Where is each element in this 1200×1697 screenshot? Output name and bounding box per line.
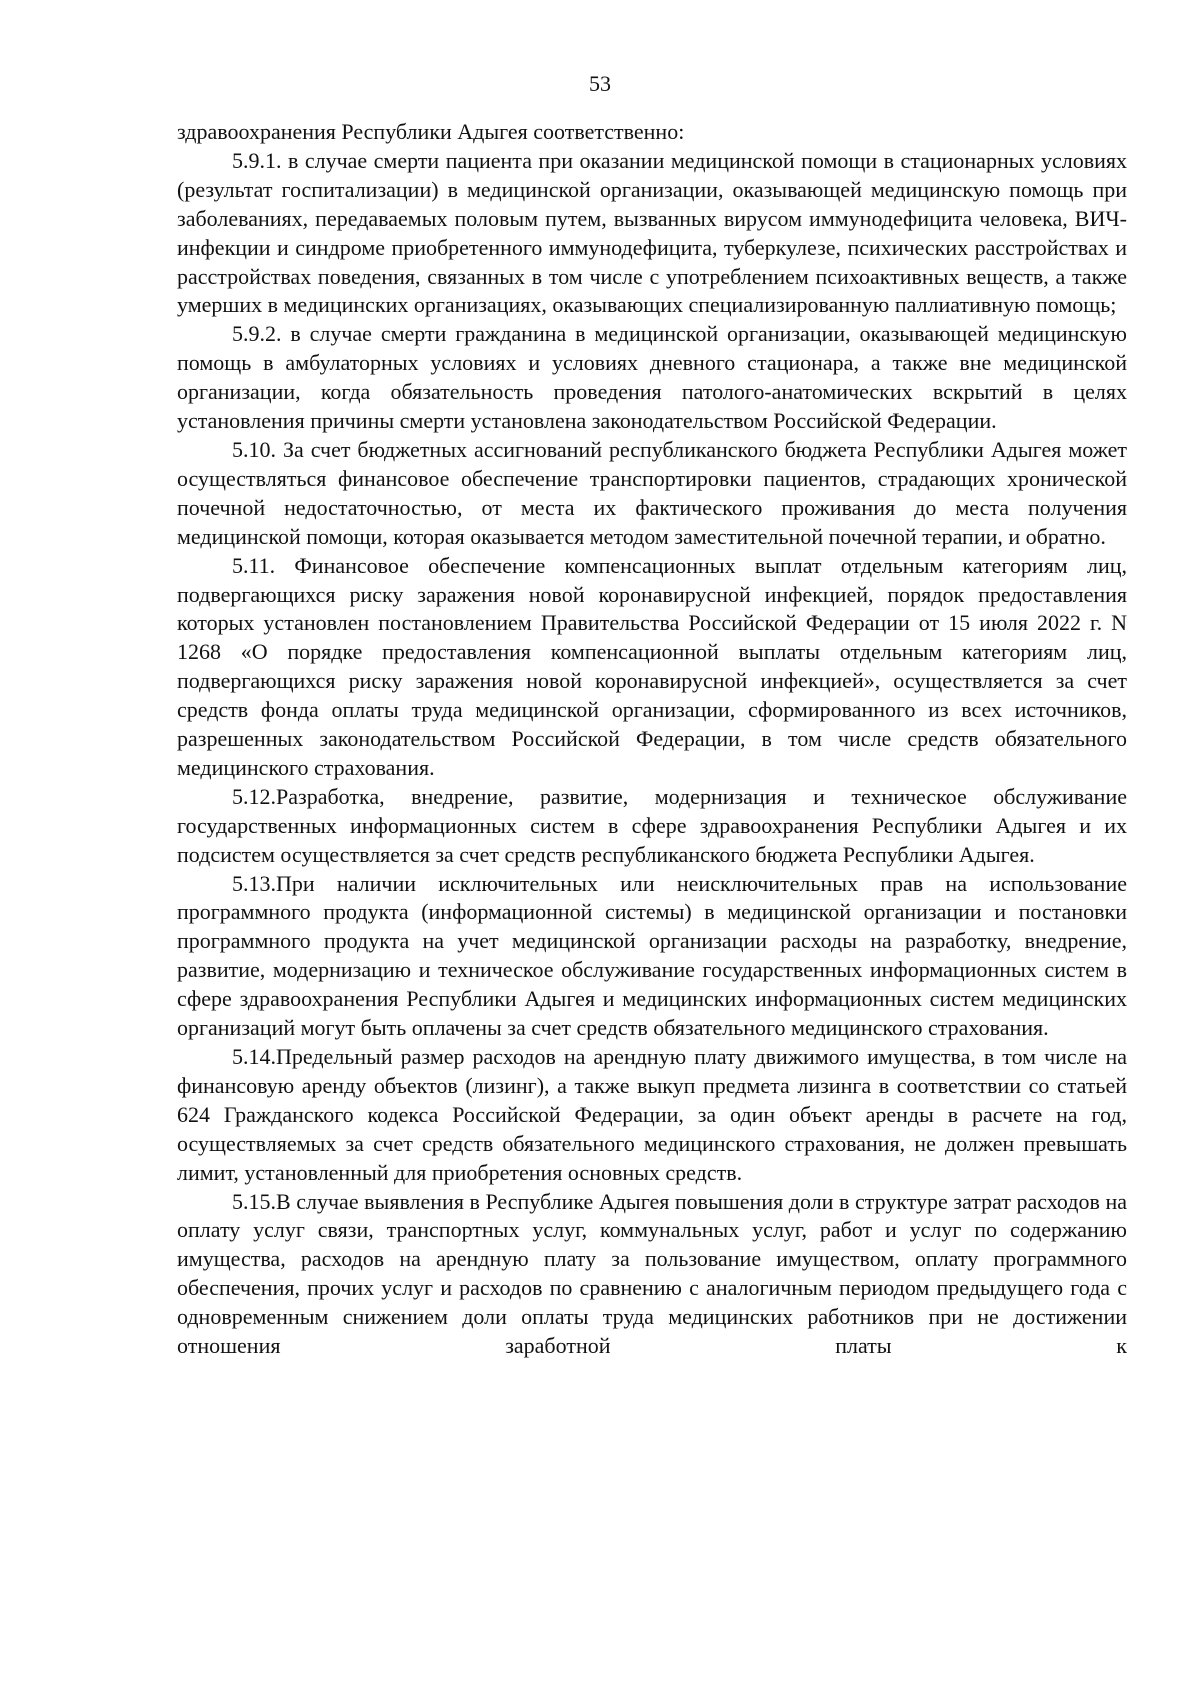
- paragraph-5-12: 5.12.Разработка, внедрение, развитие, модернизация и техническое обслуживание государственных информационных систем в сфере здравоохранения Республики Адыгея и их подсистем осуществляется за счет средств республиканского бюджета Республики Адыгея.: [177, 783, 1127, 867]
- paragraph-5-9-2: 5.9.2. в случае смерти гражданина в медицинской организации, оказывающей медицинскую помощь в амбулаторных условиях и условиях дневного стационара, а также вне медицинской организации, когда обязательность проведения патолого-анатомических вскрытий в целях установления причины смерти установлена законодательством Российской Федерации.: [177, 321, 1127, 434]
- paragraph-5-10: 5.10. За счет бюджетных ассигнований республиканского бюджета Республики Адыгея может осуществляться финансовое обеспечение транспортировки пациентов, страдающих хронической почечной недостаточностью, от места их фактического проживания до места получения медицинской помощи, которая оказывается методом заместительной почечной терапии, и обратно.: [177, 436, 1127, 549]
- paragraph-5-9-1: 5.9.1. в случае смерти пациента при оказании медицинской помощи в стационарных условиях (результат госпитализации) в медицинской организации, оказывающей медицинскую помощь при заболеваниях, передаваемых половым путем, вызванных вирусом иммунодефицита человека, ВИЧ-инфекции и синдроме приобретенного иммунодефицита, туберкулезе, психических расстройствах и расстройствах поведения, связанных в том числе с употреблением психоактивных веществ, а также умерших в медицинских организациях, оказывающих специализированную паллиативную помощь;: [177, 147, 1127, 318]
- document-body: [177, 118, 1127, 1361]
- paragraph-5-11: 5.11. Финансовое обеспечение компенсационных выплат отдельным категориям лиц, подвергающихся риску заражения новой коронавирусной инфекцией, порядок предоставления которых установлен постановлением Правительства Российской Федерации от 15 июля 2022 г. N 1268 «О порядке предоставления компенсационной выплаты отдельным категориям лиц, подвергающихся риску заражения новой коронавирусной инфекцией», осуществляется за счет средств фонда оплаты труда медицинской организации, сформированного из всех источников, разрешенных законодательством Российской Федерации, в том числе средств обязательного медицинского страхования.: [177, 552, 1127, 780]
- paragraph-intro-continuation: здравоохранения Республики Адыгея соответственно:: [177, 119, 685, 144]
- paragraph-5-15: 5.15.В случае выявления в Республике Адыгея повышения доли в структуре затрат расходов на оплату услуг связи, транспортных услуг, коммунальных услуг, работ и услуг по содержанию имущества, расходов на арендную плату за пользование имуществом, оплату программного обеспечения, прочих услуг и расходов по сравнению с аналогичным периодом предыдущего года с одновременным снижением доли оплаты труда медицинских работников при не достижении отношения заработной платы к: [177, 1188, 1127, 1359]
- paragraph-5-14: 5.14.Предельный размер расходов на арендную плату движимого имущества, в том числе на финансовую аренду объектов (лизинг), а также выкуп предмета лизинга в соответствии со статьей 624 Гражданского кодекса Российской Федерации, за один объект аренды в расчете на год, осуществляемых за счет средств обязательного медицинского страхования, не должен превышать лимит, установленный для приобретения основных средств.: [177, 1044, 1127, 1185]
- page-number: 53: [589, 71, 611, 96]
- paragraph-5-13: 5.13.При наличии исключительных или неисключительных прав на использование программного продукта (информационной системы) в медицинской организации и постановки программного продукта на учет медицинской организации расходы на разработку, внедрение, развитие, модернизацию и техническое обслуживание государственных информационных систем в сфере здравоохранения Республики Адыгея и медицинских информационных систем медицинских организаций могут быть оплачены за счет средств обязательного медицинского страхования.: [177, 870, 1127, 1041]
